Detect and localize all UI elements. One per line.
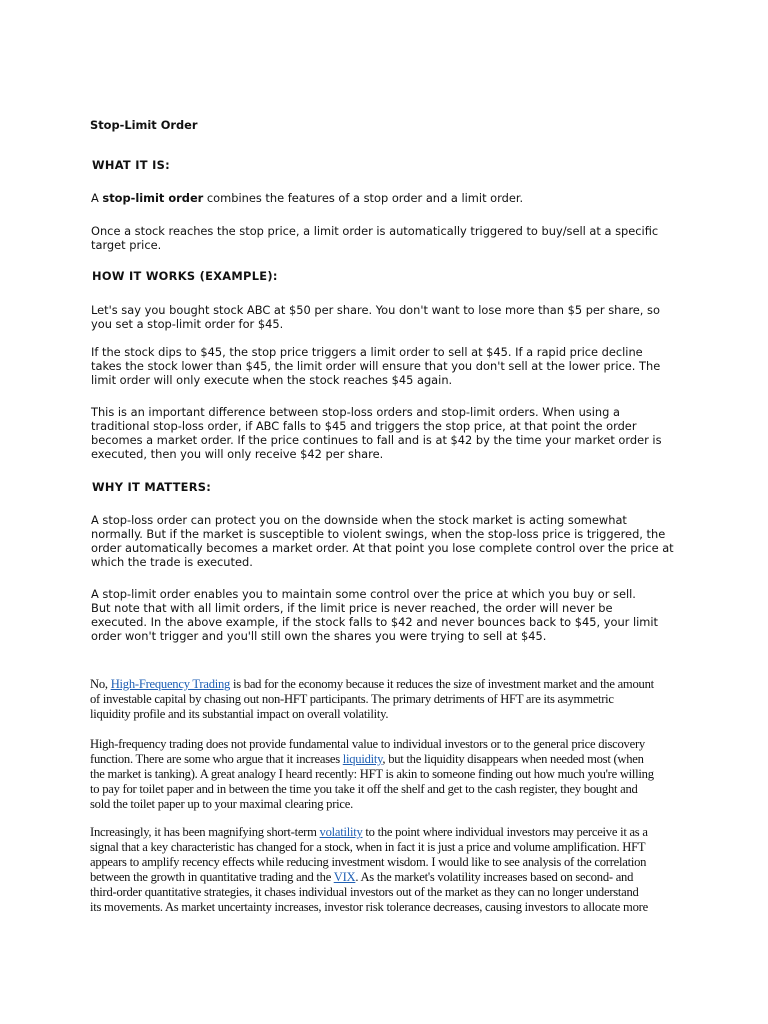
text-line <box>90 677 690 692</box>
text-span: to the point where individual investors may perceive it as a <box>362 825 648 839</box>
paragraph-hft-value <box>90 737 690 812</box>
text-line: its movements. As market uncertainty increases, investor risk tolerance decreases, causing investors to allocate more <box>90 900 648 914</box>
text-span: is bad for the economy because it reduces the size of investment market and the amount <box>230 677 654 691</box>
paragraph-example <box>91 303 691 331</box>
paragraph-stop-loss <box>91 513 691 569</box>
text-line: of investable capital by chasing out non-HFT participants. The primary detriments of HFT are its asymmetric <box>90 692 614 706</box>
link-liquidity[interactable]: liquidity <box>342 752 383 766</box>
doc-title: Stop-Limit Order <box>90 118 198 132</box>
text-line: order won't trigger and you'll still own the shares you were trying to sell at $45. <box>91 629 547 643</box>
text-line: A stop-loss order can protect you on the downside when the stock market is acting somewhat <box>91 513 627 527</box>
text-line: the market is tanking). A great analogy I heard recently: HFT is akin to someone finding out how much you're willing <box>90 767 654 781</box>
text-line: Let's say you bought stock ABC at $50 per share. You don't want to lose more than $5 per share, so <box>91 303 660 317</box>
text-line: takes the stock lower than $45, the limit order will ensure that you don't sell at the lower price. The <box>91 359 661 373</box>
definition-rest: combines the features of a stop order and a limit order. <box>203 191 524 205</box>
heading-what-it-is: WHAT IT IS: <box>92 158 171 172</box>
text-line: target price. <box>91 238 162 252</box>
text-line: you set a stop-limit order for $45. <box>91 317 284 331</box>
text-line: limit order will only execute when the stock reaches $45 again. <box>91 373 453 387</box>
text-line: This is an important difference between stop-loss orders and stop-limit orders. When using a <box>91 405 620 419</box>
text-span: function. There are some who argue that it increases <box>90 752 343 766</box>
paragraph-stop-limit <box>91 587 691 643</box>
text-span: , but the liquidity disappears when needed most (when <box>382 752 644 766</box>
text-line: executed. In the above example, if the stock falls to $42 and never bounces back to $45, your limit <box>91 615 659 629</box>
text-line: But note that with all limit orders, if the limit price is never reached, the order will never be <box>91 601 613 615</box>
text-line: traditional stop-loss order, if ABC falls to $45 and triggers the stop price, at that point the order <box>91 419 637 433</box>
text-line <box>90 825 690 840</box>
text-line: Once a stock reaches the stop price, a limit order is automatically triggered to buy/sell at a specific <box>91 224 659 238</box>
heading-why-it-matters: WHY IT MATTERS: <box>92 480 212 494</box>
link-high-frequency-trading[interactable]: High-Frequency Trading <box>110 677 231 691</box>
text-line: normally. But if the market is susceptible to violent swings, when the stop-loss price is triggered, the <box>91 527 666 541</box>
text-line: High-frequency trading does not provide fundamental value to individual investors or to the general price discovery <box>90 737 645 751</box>
text-span: between the growth in quantitative trading and the <box>90 870 334 884</box>
link-volatility[interactable]: volatility <box>319 825 363 839</box>
paragraph-definition <box>91 191 691 205</box>
paragraph-volatility <box>90 825 690 915</box>
text-span: . As the market's volatility increases based on second- and <box>355 870 634 884</box>
paragraph-stop-dips <box>91 345 691 387</box>
text-line: third-order quantitative strategies, it chases individual investors out of the market as they can no longer understand <box>90 885 639 899</box>
paragraph-hft-bad <box>90 677 690 722</box>
text-line: liquidity profile and its substantial impact on overall volatility. <box>90 707 389 721</box>
text-line <box>90 752 690 767</box>
text-line: executed, then you will only receive $42 per share. <box>91 447 384 461</box>
link-vix[interactable]: VIX <box>333 870 356 884</box>
heading-how-it-works: HOW IT WORKS (EXAMPLE): <box>92 269 278 283</box>
definition-lead: A <box>91 191 103 205</box>
text-line: becomes a market order. If the price continues to fall and is at $42 by the time your market order is <box>91 433 662 447</box>
text-line: appears to amplify recency effects while reducing investment wisdom. I would like to see analysis of the correlation <box>90 855 647 869</box>
text-line: which the trade is executed. <box>91 555 253 569</box>
text-line: signal that a key characteristic has changed for a stock, when in fact it is just a price and volume amplification. HFT <box>90 840 646 854</box>
text-line: to pay for toilet paper and in between the time you take it off the shelf and get to the cash register, they bought and <box>90 782 638 796</box>
text-line <box>90 870 690 885</box>
text-line: If the stock dips to $45, the stop price triggers a limit order to sell at $45. If a rapid price decline <box>91 345 643 359</box>
paragraph-trigger <box>91 224 691 252</box>
text-line: sold the toilet paper up to your maximal clearing price. <box>90 797 353 811</box>
text-span: No, <box>90 677 111 691</box>
text-line: order automatically becomes a market order. At that point you lose complete control over the price at <box>91 541 674 555</box>
paragraph-difference <box>91 405 691 461</box>
text-line: A stop-limit order enables you to maintain some control over the price at which you buy or sell. <box>91 587 636 601</box>
definition-term: stop-limit order <box>102 191 204 205</box>
text-span: Increasingly, it has been magnifying short-term <box>90 825 320 839</box>
